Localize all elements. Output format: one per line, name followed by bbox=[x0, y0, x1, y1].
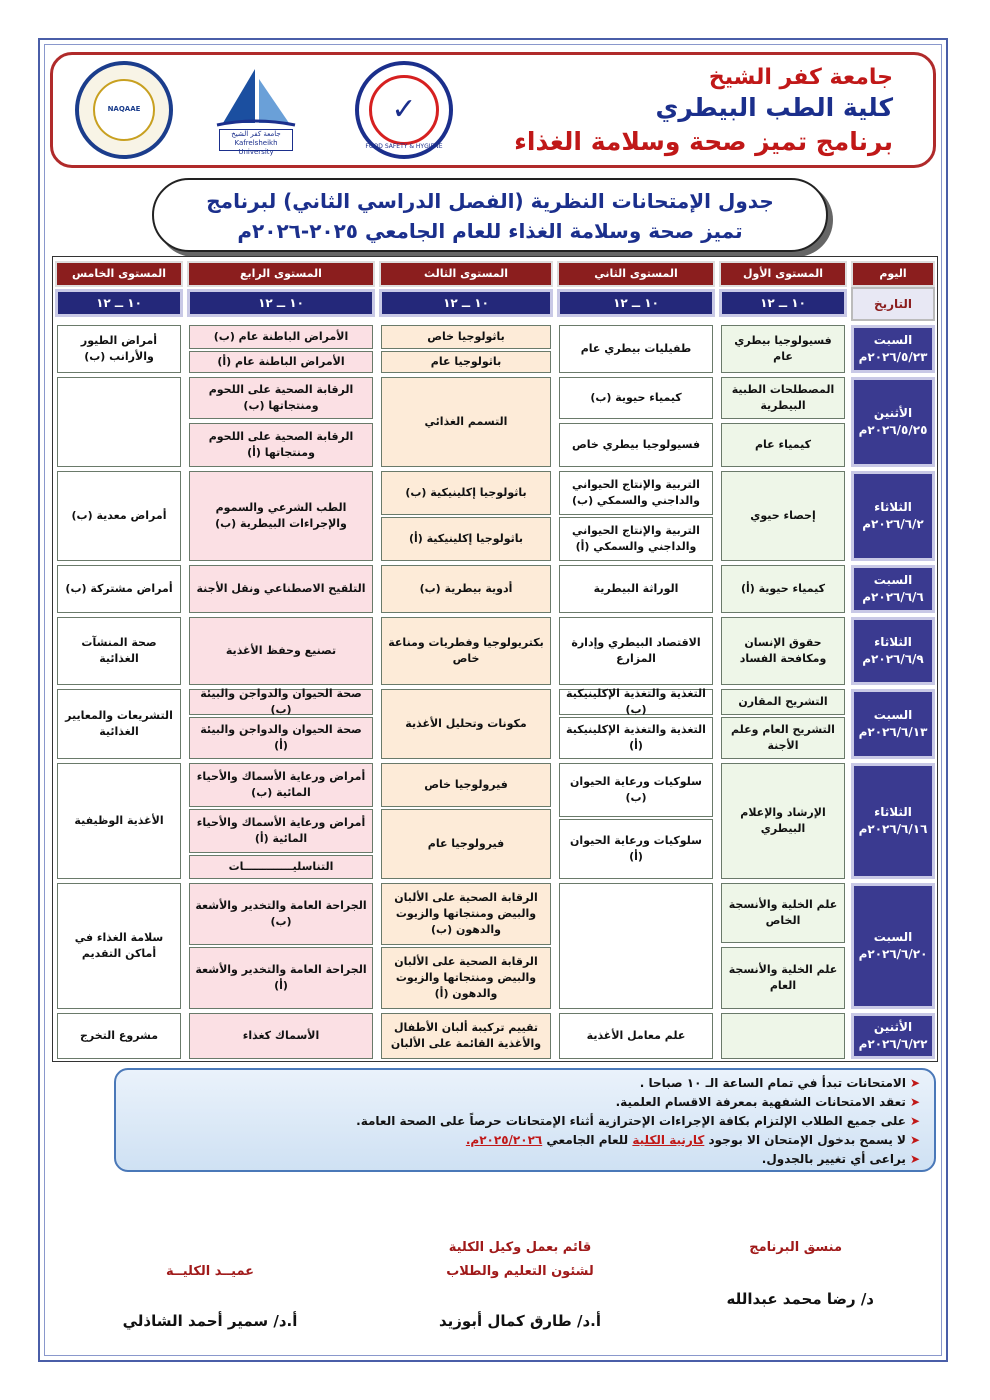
exam-cell: الاقتصاد البيطري وإدارة المزارع bbox=[559, 617, 713, 685]
naqaae-logo-caption: NAQAAE bbox=[107, 105, 141, 113]
exam-cell: التسمم الغذائي bbox=[381, 377, 551, 467]
exam-cell: أمراض ورعاية الأسماك والأحياء المائية (ب) bbox=[189, 763, 373, 807]
exam-cell: التشريح العام وعلم الأجنة bbox=[721, 717, 845, 759]
time-slot-level-5: ١٠ ــ ١٢ bbox=[55, 289, 183, 317]
exam-cell: فسيولوجيا بيطري خاص bbox=[559, 423, 713, 467]
exam-cell: باثولوجيا عام bbox=[381, 351, 551, 373]
title-line-1: جدول الإمتحانات النظرية (الفصل الدراسي الثاني) لبرنامج bbox=[206, 189, 774, 213]
exam-cell: كيمياء حيوية (أ) bbox=[721, 565, 845, 613]
exam-cell: الطب الشرعي والسموم والإجراءات البيطرية (ب) bbox=[189, 471, 373, 561]
exam-cell: فسيولوجيا بيطري عام bbox=[721, 325, 845, 373]
date-column-header: التاريخ bbox=[851, 287, 935, 321]
title-banner bbox=[152, 178, 828, 252]
level-3-header: المستوى الثالث bbox=[379, 261, 553, 287]
exam-cell: التشريح المقارن bbox=[721, 689, 845, 715]
exam-cell: الرقابة الصحية على الألبان والبيض ومنتجاتها والزيوت والدهون (أ) bbox=[381, 947, 551, 1009]
time-slot-level-2: ١٠ ــ ١٢ bbox=[557, 289, 715, 317]
exam-cell: حقوق الإنسان ومكافحة الفساد bbox=[721, 617, 845, 685]
exam-cell: سلوكيات ورعاية الحيوان (ب) bbox=[559, 763, 713, 817]
exam-cell: الجراحة العامة والتخدير والأشعة (أ) bbox=[189, 947, 373, 1009]
exam-cell: أمراض الطيور والأرانب (ب) bbox=[57, 325, 181, 373]
faculty-name: كلية الطب البيطري bbox=[655, 93, 893, 122]
arrow-icon: ➤ bbox=[909, 1152, 920, 1166]
coordinator-title: منسق البرنامج bbox=[749, 1240, 842, 1255]
exam-cell: طفيليات بيطري عام bbox=[559, 325, 713, 373]
kafrelsheikh-logo-caption: جامعة كفر الشيخ Kafrelsheikh University bbox=[219, 129, 293, 151]
header-box bbox=[50, 52, 936, 168]
day-3: الثلاثاء ٢٠٢٦/٦/٢م bbox=[851, 471, 935, 561]
exam-cell: باثولوجيا إكلينيكية (أ) bbox=[381, 517, 551, 561]
exam-cell: الرقابة الصحية على الألبان والبيض ومنتجاتها والزيوت والدهون (ب) bbox=[381, 883, 551, 945]
exam-cell: كيمياء حيوية (ب) bbox=[559, 377, 713, 419]
exam-cell: علم الخلية والأنسجة العام bbox=[721, 947, 845, 1009]
food-safety-logo bbox=[355, 61, 453, 159]
level-1-header: المستوى الأول bbox=[719, 261, 847, 287]
food-safety-logo-icon: ✓ bbox=[391, 92, 417, 127]
exam-cell: التربية والإنتاج الحيواني والداجني والسمكي (أ) bbox=[559, 517, 713, 561]
day-9: الأثنين ٢٠٢٦/٦/٢٢م bbox=[851, 1013, 935, 1059]
exam-cell: الرقابة الصحية على اللحوم ومنتجاتها (أ) bbox=[189, 423, 373, 467]
day-6: السبت ٢٠٢٦/٦/١٣م bbox=[851, 689, 935, 759]
arrow-icon: ➤ bbox=[909, 1133, 920, 1147]
coordinator-name: د/ رضا محمد عبدالله bbox=[726, 1290, 874, 1308]
arrow-icon: ➤ bbox=[909, 1076, 920, 1090]
arrow-icon: ➤ bbox=[909, 1114, 920, 1128]
exam-cell: فيرولوجيا خاص bbox=[381, 763, 551, 807]
exam-cell: علم الخلية والأنسجة الخاص bbox=[721, 883, 845, 943]
exam-cell: أمراض ورعاية الأسماك والأحياء المائية (أ) bbox=[189, 809, 373, 853]
vice-dean-subtitle: لشئون التعليم والطلاب bbox=[446, 1264, 594, 1279]
exam-cell: أمراض معدية (ب) bbox=[57, 471, 181, 561]
note-item: ➤على جميع الطلاب الإلتزام بكافة الإجراءات الإحترازية أثناء الإمتحانات حرصاً على الصحة العامة. bbox=[356, 1114, 920, 1128]
exam-cell: التربية والإنتاج الحيواني والداجني والسمكي (ب) bbox=[559, 471, 713, 515]
exam-cell: التلقيح الاصطناعي ونقل الأجنة bbox=[189, 565, 373, 613]
note-item: ➤يراعى أي تغيير بالجدول. bbox=[761, 1152, 920, 1166]
exam-cell: الأمراض الباطنة عام (ب) bbox=[189, 325, 373, 349]
food-safety-logo-caption: FOOD SAFETY & HYGIENE bbox=[365, 143, 443, 150]
exam-cell: باثولوجيا إكلينيكية (ب) bbox=[381, 471, 551, 515]
exam-cell: المصطلحات الطبية البيطرية bbox=[721, 377, 845, 419]
exam-schedule-table bbox=[52, 256, 938, 1062]
exam-cell: أمراض مشتركة (ب) bbox=[57, 565, 181, 613]
exam-cell: الأسماك كغذاء bbox=[189, 1013, 373, 1059]
exam-cell: كيمياء عام bbox=[721, 423, 845, 467]
exam-cell: أدوية بيطرية (ب) bbox=[381, 565, 551, 613]
exam-cell bbox=[559, 883, 713, 1009]
exam-cell: الإرشاد والإعلام البيطري bbox=[721, 763, 845, 879]
exam-cell: سلامة الغذاء في أماكن التقديم bbox=[57, 883, 181, 1009]
exam-cell: باثولوجيا خاص bbox=[381, 325, 551, 349]
exam-cell bbox=[721, 1013, 845, 1059]
exam-cell: تقييم تركيبة ألبان الأطفال والأغذية القائمة على الألبان bbox=[381, 1013, 551, 1059]
exam-cell: التناسليـــــــــــــات bbox=[189, 855, 373, 879]
exam-cell: التشريعات والمعايير الغذائية bbox=[57, 689, 181, 759]
title-line-2: تميز صحة وسلامة الغذاء للعام الجامعي ٢٠٢٥-٢٠٢٦م bbox=[237, 219, 743, 243]
exam-cell: فيرولوجيا عام bbox=[381, 809, 551, 879]
exam-cell: الأمراض الباطنة عام (أ) bbox=[189, 351, 373, 373]
exam-cell: إحصاء حيوي bbox=[721, 471, 845, 561]
time-slot-level-1: ١٠ ــ ١٢ bbox=[719, 289, 847, 317]
exam-cell: الرقابة الصحية على اللحوم ومنتجاتها (ب) bbox=[189, 377, 373, 419]
day-column-header: اليوم bbox=[851, 261, 935, 287]
level-2-header: المستوى الثاني bbox=[557, 261, 715, 287]
notes-box bbox=[114, 1068, 936, 1172]
arrow-icon: ➤ bbox=[909, 1095, 920, 1109]
note-item: ➤لا يسمح بدخول الإمتحان الا بوجود كارنية الكلية للعام الجامعي ٢٠٢٥/٢٠٢٦م. bbox=[465, 1133, 920, 1147]
exam-cell bbox=[57, 377, 181, 467]
exam-cell: علم معامل الأغذية bbox=[559, 1013, 713, 1059]
naqaae-logo bbox=[75, 61, 173, 159]
vice-dean-name: أ.د/ طارق كمال أبوزيد bbox=[438, 1312, 602, 1330]
time-slot-level-4: ١٠ ــ ١٢ bbox=[187, 289, 375, 317]
day-8: السبت ٢٠٢٦/٦/٢٠م bbox=[851, 883, 935, 1009]
exam-cell: الأغذية الوظيفية bbox=[57, 763, 181, 879]
exam-cell: صحة المنشآت الغذائية bbox=[57, 617, 181, 685]
kafrelsheikh-university-logo bbox=[209, 65, 301, 157]
sail-icon bbox=[209, 65, 301, 129]
day-4: السبت ٢٠٢٦/٦/٦م bbox=[851, 565, 935, 613]
note-item: ➤الامتحانات تبدأ في تمام الساعة الـ ١٠ صباحا . bbox=[639, 1076, 920, 1090]
exam-cell: سلوكيات ورعاية الحيوان (أ) bbox=[559, 819, 713, 879]
day-2: الأثنين ٢٠٢٦/٥/٢٥م bbox=[851, 377, 935, 467]
dean-name: أ.د/ سمير أحمد الشاذلي bbox=[122, 1312, 298, 1330]
exam-cell: صحة الحيوان والدواجن والبيئة (أ) bbox=[189, 717, 373, 759]
exam-cell: مشروع التخرج bbox=[57, 1013, 181, 1059]
exam-cell: تصنيع وحفظ الأغذية bbox=[189, 617, 373, 685]
exam-cell: بكتريولوجيا وفطريات ومناعة خاص bbox=[381, 617, 551, 685]
day-1: السبت ٢٠٢٦/٥/٢٣م bbox=[851, 325, 935, 373]
day-5: الثلاثاء ٢٠٢٦/٦/٩م bbox=[851, 617, 935, 685]
time-slot-level-3: ١٠ ــ ١٢ bbox=[379, 289, 553, 317]
exam-cell: الجراحة العامة والتخدير والأشعة (ب) bbox=[189, 883, 373, 945]
program-name: برنامج تميز صحة وسلامة الغذاء bbox=[514, 127, 893, 156]
exam-cell: الوراثة البيطرية bbox=[559, 565, 713, 613]
vice-dean-title: قائم بعمل وكيل الكلية bbox=[448, 1240, 592, 1255]
exam-cell: التغذية والتغذية الإكلينيكية (أ) bbox=[559, 717, 713, 759]
level-4-header: المستوى الرابع bbox=[187, 261, 375, 287]
exam-cell: مكونات وتحليل الأغذية bbox=[381, 689, 551, 759]
day-7: الثلاثاء ٢٠٢٦/٦/١٦م bbox=[851, 763, 935, 879]
university-name: جامعة كفر الشيخ bbox=[708, 65, 893, 90]
level-5-header: المستوى الخامس bbox=[55, 261, 183, 287]
exam-cell: صحة الحيوان والدواجن والبيئة (ب) bbox=[189, 689, 373, 715]
exam-cell: التغذية والتغذية الإكلينيكية (ب) bbox=[559, 689, 713, 715]
dean-title: عميــد الكليــة bbox=[165, 1264, 255, 1279]
note-item: ➤تعقد الامتحانات الشفهية بمعرفة الاقسام العلمية. bbox=[615, 1095, 920, 1109]
